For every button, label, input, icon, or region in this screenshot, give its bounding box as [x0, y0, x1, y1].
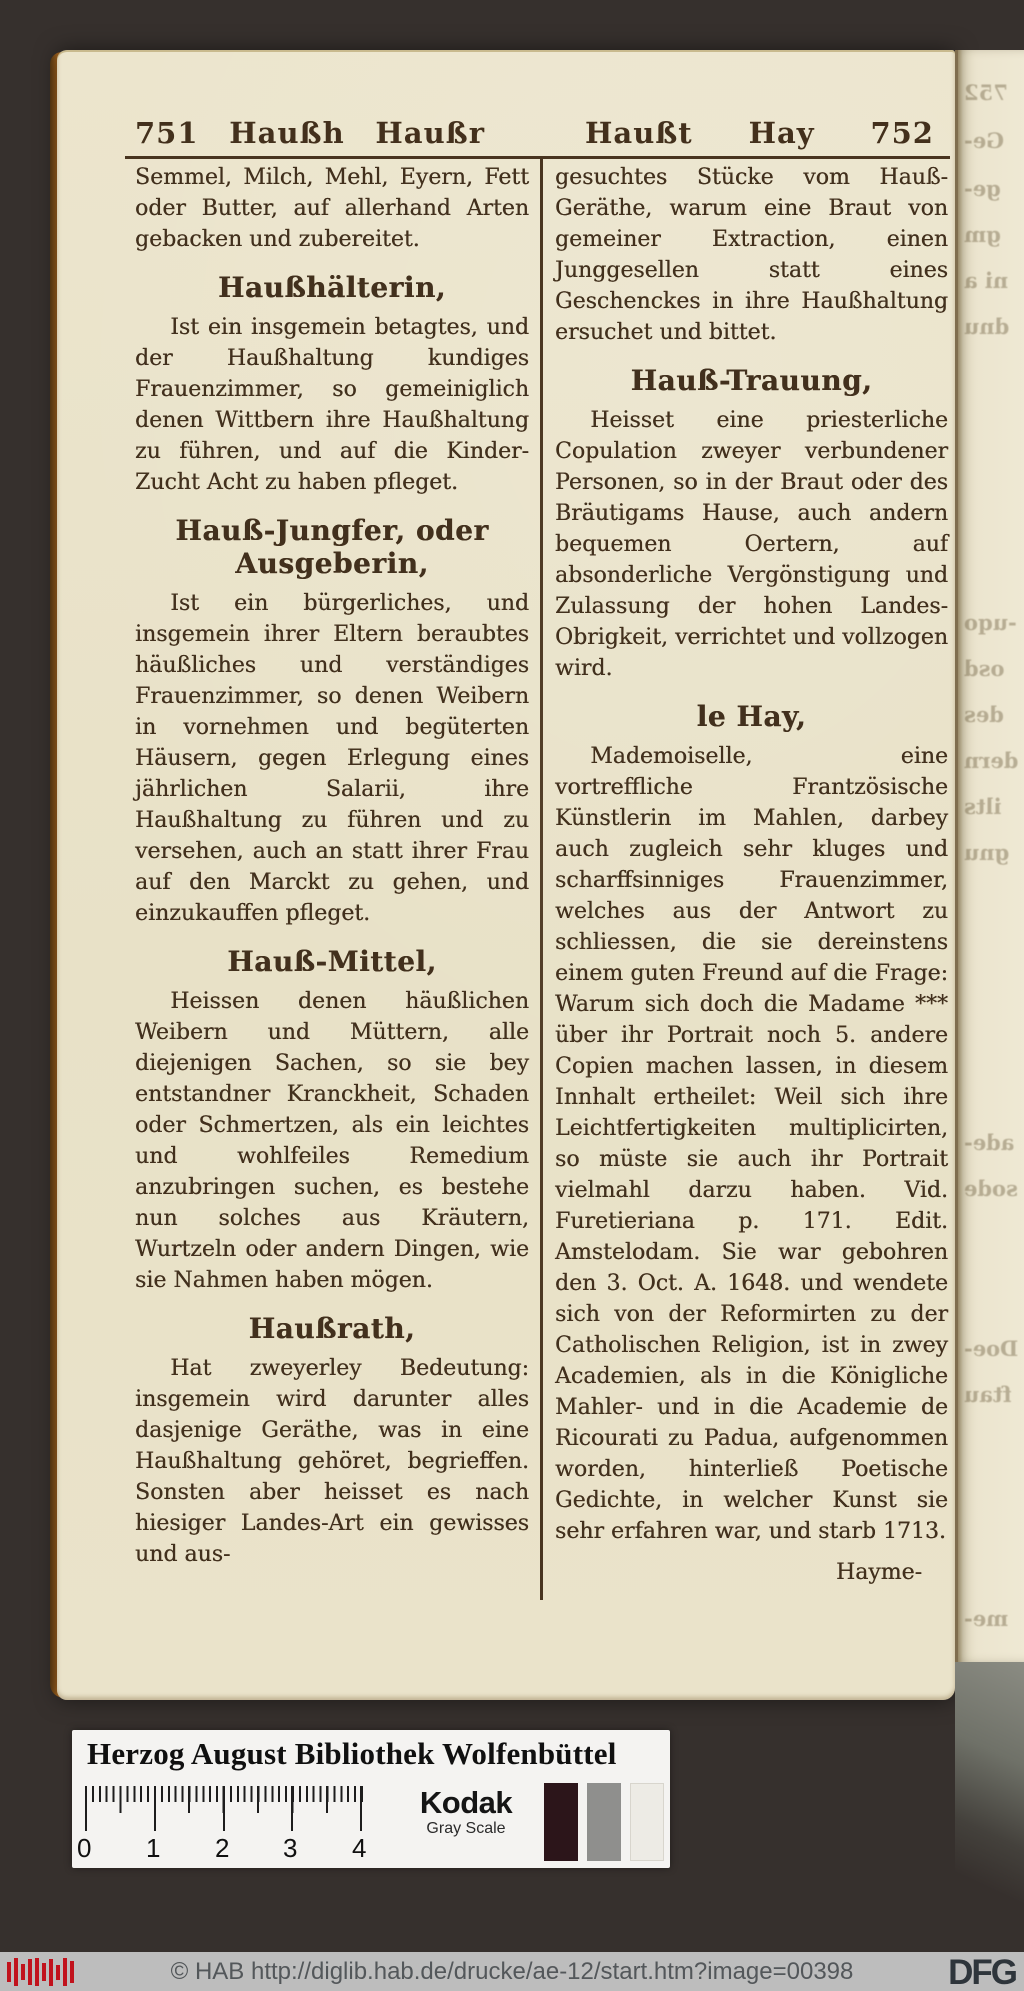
library-name: Herzog August Bibliothek Wolfenbüttel [87, 1736, 617, 1771]
running-head-right [555, 112, 948, 150]
page-number-left: 751 [135, 116, 199, 150]
grayscale-patches [544, 1783, 668, 1861]
entry-paragraph: Heisset eine priesterliche Copulation zweyer verbundener Personen, so in der Braut oder des Bräutigams Hause, auch andern bequemen Oertern, auf absonderliche Vergönstigung und Zulassung der hohen Landes-Obrigkeit, verrichtet und vollzogen wird. [555, 408, 948, 681]
ruler-major-tick [352, 1786, 367, 1863]
entry-heading: le Hay, [696, 700, 807, 733]
ruler-icon [77, 1786, 371, 1863]
ruler-label: 0 [77, 1833, 92, 1863]
ruler-major-tick [77, 1786, 92, 1863]
head-rule [125, 156, 950, 159]
ruler-label: 1 [146, 1833, 161, 1863]
library-colorbar-panel [72, 1730, 670, 1868]
ruler-label: 3 [283, 1833, 298, 1863]
book-page [57, 50, 955, 1700]
entry-paragraph: gesuchtes Stücke vom Hauß-Geräthe, warum eine Braut von gemeiner Extraction, einen Junggesellen statt eines Geschenckes in ihre Haußhaltung ersuchet und bittet. [555, 165, 948, 345]
running-head-keyword: Haußr [375, 116, 485, 150]
running-head-keyword: Hay [748, 116, 815, 150]
entry-heading: Haußrath, [248, 1312, 416, 1345]
entry-paragraph: Mademoiselle, eine vortreffliche Frantzösische Künstlerin im Mahlen, darbey auch zugleich sehr kluges und scharffsinniges Frauenzimmer, welches aus der Antwort zu schliessen, die sie dereinstens einem guten Freund auf die Frage: Warum sich doch die Madame *** über ihr Portrait noch 5. andere Copien machen lassen, in diesem Innhalt ertheilet: Weil sich ihre Leichtfertigkeiten multiplicirten, so müste sie auch ihr Portrait vielmahl darzu haben. Vid. Furetieriana p. 171. Edit. Amstelodam. Sie war gebohren den 3. Oct. A. 1648. und wendete sich von der Reformirten zu der Catholischen Religion, ist in zwey Academien, als in die Königliche Mahler- und in die Academie de Ricourati zu Padua, aufgenommen worden, hinterließ Poetische Gedichte, in welcher Kunst sie sehr erfahren war, und starb 1713. [555, 744, 948, 1544]
footer-bar [0, 1952, 1024, 1991]
running-head-keyword: Haußh [229, 116, 345, 150]
entry-paragraph: Semmel, Milch, Mehl, Eyern, Fett oder Butter, auf allerhand Arten gebacken und zubereitet. [135, 165, 529, 252]
page-number-right: 752 [870, 116, 934, 150]
ruler-label: 4 [352, 1833, 367, 1863]
ruler-major-tick [283, 1786, 298, 1863]
copyright-url-text: © HAB http://diglib.hab.de/drucke/ae-12/start.htm?image=00398 [170, 1958, 854, 1985]
book-cover-corner [955, 1662, 1024, 1954]
grayscale-patch-mid [587, 1783, 621, 1861]
entry-paragraph: Hat zweyerley Bedeutung: insgemein wird darunter alles dasjenige Geräthe, was in eine Haußhaltung gehöret, begrieffen. Sonsten aber heisset es nach hiesiger Landes-Art ein gewisses und aus- [135, 1356, 529, 1567]
entry-paragraph: Ist ein insgemein betagtes, und der Haußhaltung kundiges Frauenzimmer, so gemeiniglich denen Wittbern ihre Haußhaltung zu führen, und auf die Kinder-Zucht Acht zu haben pfleget. [135, 315, 529, 495]
grayscale-patch-dark [544, 1783, 578, 1861]
entry-paragraph: Heissen denen häußlichen Weibern und Müttern, alle diejenigen Sachen, so sie bey entstandner Kranckheit, Schaden oder Schmertzen, als ein leichtes und wohlfeiles Remedium anzubringen suchen, es bestehe nun solches aus Kräutern, Wurtzeln oder andern Dingen, wie sie Nahmen haben mögen. [135, 989, 529, 1293]
text-column-right [555, 162, 948, 1592]
text-column-left [135, 162, 529, 1574]
kodak-grayscale-label [390, 1785, 542, 1838]
kodak-subtitle: Gray Scale [426, 1820, 506, 1837]
entry-heading: Hauß-Jungfer, oder Ausgeberin, [175, 514, 489, 580]
entry-heading: Hauß-Mittel, [227, 945, 437, 978]
entry-heading: Haußhälterin, [217, 271, 447, 304]
running-head-left [135, 112, 529, 150]
adjacent-page-edge: 752 Ge- ge- gm ni a dnu -uqo osd des dern ilts gnu ade- sode Doe- ftau me- [955, 50, 1024, 1662]
kodak-brand: Kodak [419, 1785, 513, 1820]
catchword: Hayme- [835, 1560, 922, 1585]
column-divider-rule [540, 156, 543, 1600]
ruler-major-tick [215, 1786, 230, 1863]
grayscale-patch-light [630, 1783, 664, 1861]
ruler-label: 2 [215, 1833, 230, 1863]
running-head-keyword: Haußt [585, 116, 693, 150]
ruler-major-tick [146, 1786, 161, 1863]
entry-heading: Hauß-Trauung, [630, 364, 873, 397]
dfg-logo: DFG [948, 1953, 1016, 1991]
entry-paragraph: Ist ein bürgerliches, und insgemein ihrer Eltern beraubtes häußliches und verständiges Frauenzimmer, so denen Weibern in vornehmen und begüterten Häusern, gegen Erlegung eines jährlichen Salarii, ihre Haußhaltung zu führen und zu versehen, auch an statt ihrer Frau auf den Marckt zu gehen, und einzukauffen pfleget. [135, 591, 529, 926]
